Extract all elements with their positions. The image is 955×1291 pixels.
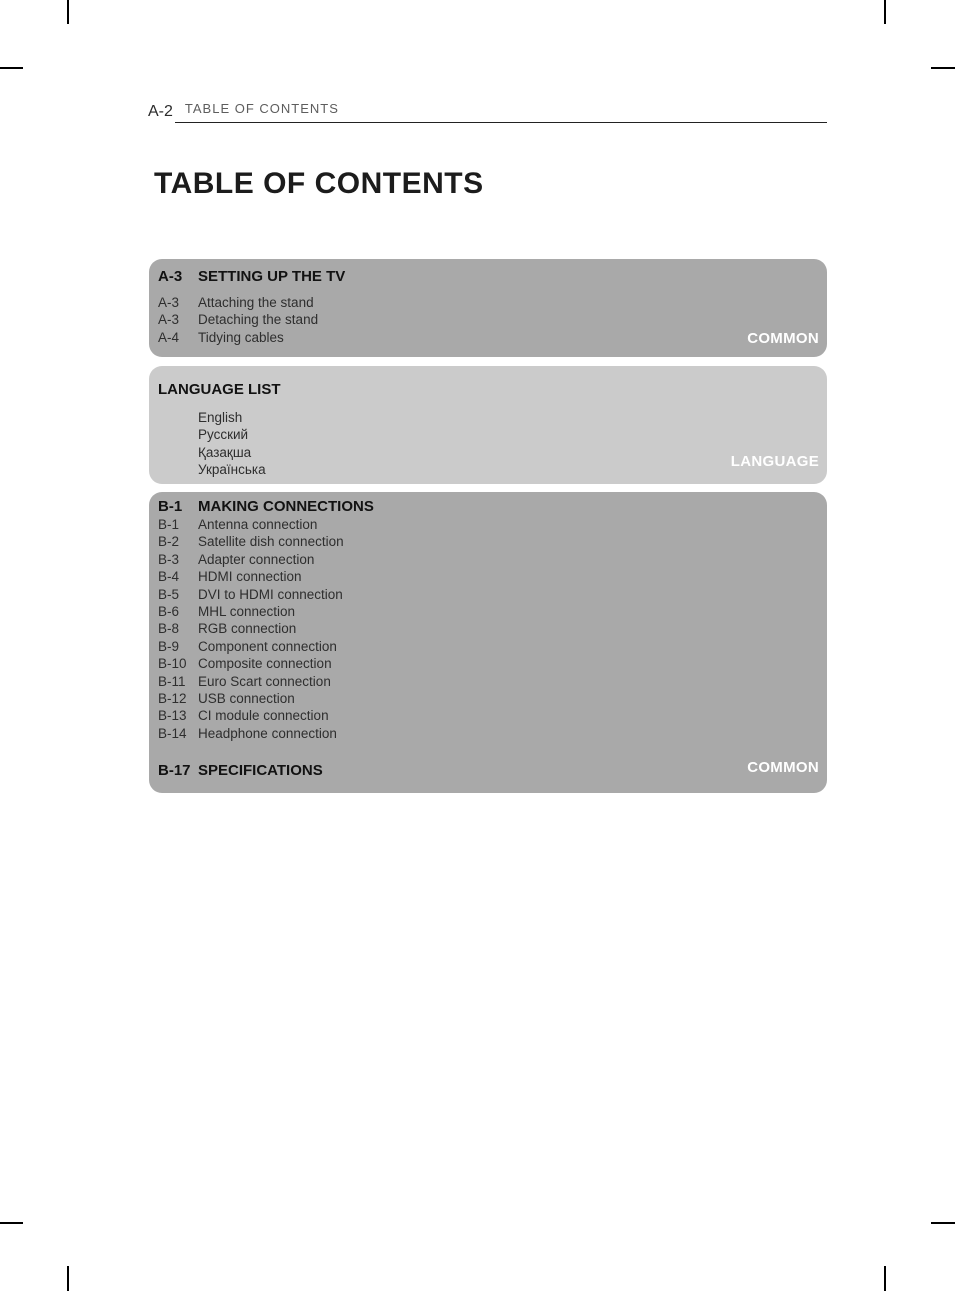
section-page-number: A-3 — [158, 268, 183, 285]
toc-row — [158, 673, 818, 690]
item-label: Attaching the stand — [198, 295, 314, 310]
page-title: TABLE OF CONTENTS — [154, 167, 484, 200]
item-page-number: B-5 — [158, 586, 180, 602]
running-section-title: TABLE OF CONTENTS — [184, 101, 339, 116]
section-header — [158, 492, 818, 515]
item-page-number: B-8 — [158, 621, 180, 637]
item-label: Euro Scart connection — [198, 673, 331, 689]
item-page-number: A-3 — [158, 312, 180, 328]
item-page-number: A-3 — [158, 295, 180, 310]
item-label: Adapter connection — [198, 551, 315, 567]
section-header — [158, 259, 818, 285]
toc-section-language-list — [149, 366, 827, 484]
running-header-rule — [175, 100, 827, 123]
item-label: Українська — [198, 462, 266, 478]
toc-row — [198, 444, 818, 461]
toc-row — [158, 533, 818, 550]
toc-row — [158, 603, 818, 620]
toc-row — [158, 620, 818, 637]
item-label: Русский — [198, 427, 249, 443]
item-label: Tidying cables — [198, 329, 284, 345]
item-label: Қазақша — [198, 444, 252, 460]
item-page-number: B-14 — [158, 725, 187, 741]
item-label: CI module connection — [198, 708, 329, 724]
toc-row — [198, 461, 818, 478]
running-page-number: A-2 — [148, 103, 173, 120]
category-tag: COMMON — [747, 330, 819, 347]
item-page-number: B-4 — [158, 569, 180, 585]
crop-mark-top-right-vertical — [884, 0, 886, 24]
category-tag: COMMON — [747, 759, 819, 776]
item-label: Headphone connection — [198, 725, 337, 741]
section-title: MAKING CONNECTIONS — [198, 498, 374, 515]
item-page-number: A-4 — [158, 329, 180, 345]
toc-row — [198, 409, 818, 426]
section-item-list — [158, 516, 818, 742]
item-page-number: B-13 — [158, 708, 187, 724]
item-page-number: B-2 — [158, 534, 180, 550]
toc-row — [158, 655, 818, 672]
section-footer — [158, 762, 818, 779]
item-page-number: B-9 — [158, 638, 180, 654]
section-header — [158, 366, 818, 398]
item-label: Antenna connection — [198, 517, 318, 532]
running-header — [148, 100, 827, 123]
item-label: RGB connection — [198, 621, 297, 637]
item-page-number: B-11 — [158, 673, 186, 689]
toc-row — [158, 725, 818, 742]
crop-mark-top-left-horizontal — [0, 67, 23, 69]
toc-row — [158, 586, 818, 603]
toc-sections — [149, 259, 827, 793]
crop-mark-bottom-right-horizontal — [931, 1222, 955, 1224]
item-label: USB connection — [198, 691, 295, 707]
crop-mark-bottom-left-horizontal — [0, 1222, 23, 1224]
toc-row — [158, 311, 818, 328]
toc-row — [158, 638, 818, 655]
crop-mark-top-right-horizontal — [931, 67, 955, 69]
toc-section-setting-up-the-tv — [149, 259, 827, 357]
toc-row — [158, 516, 818, 533]
crop-mark-bottom-right-vertical — [884, 1266, 886, 1291]
item-label: MHL connection — [198, 604, 296, 620]
category-tag: LANGUAGE — [730, 453, 819, 470]
section-title: SETTING UP THE TV — [198, 268, 346, 285]
item-label: HDMI connection — [198, 569, 302, 585]
item-page-number: B-6 — [158, 604, 180, 620]
item-label: Detaching the stand — [198, 312, 319, 328]
item-label: Composite connection — [198, 656, 332, 672]
toc-row — [158, 294, 818, 311]
footer-page-number: B-17 — [158, 762, 191, 780]
item-page-number: B-3 — [158, 551, 180, 567]
item-label: English — [198, 410, 243, 425]
footer-title: SPECIFICATIONS — [198, 762, 323, 780]
crop-mark-top-left-vertical — [67, 0, 69, 24]
toc-row — [158, 568, 818, 585]
toc-section-making-connections — [149, 492, 827, 793]
item-label: Satellite dish connection — [198, 534, 344, 550]
item-page-number: B-12 — [158, 691, 187, 707]
section-title: LANGUAGE LIST — [158, 381, 281, 398]
section-item-list — [158, 409, 818, 479]
section-page-number: B-1 — [158, 498, 183, 515]
item-label: Component connection — [198, 638, 337, 654]
toc-row — [158, 707, 818, 724]
toc-row — [158, 551, 818, 568]
toc-row — [158, 690, 818, 707]
item-page-number: B-10 — [158, 656, 187, 672]
toc-row — [158, 329, 818, 346]
item-label: DVI to HDMI connection — [198, 586, 343, 602]
toc-row — [198, 426, 818, 443]
item-page-number: B-1 — [158, 517, 180, 532]
section-item-list — [158, 294, 818, 346]
crop-mark-bottom-left-vertical — [67, 1266, 69, 1291]
